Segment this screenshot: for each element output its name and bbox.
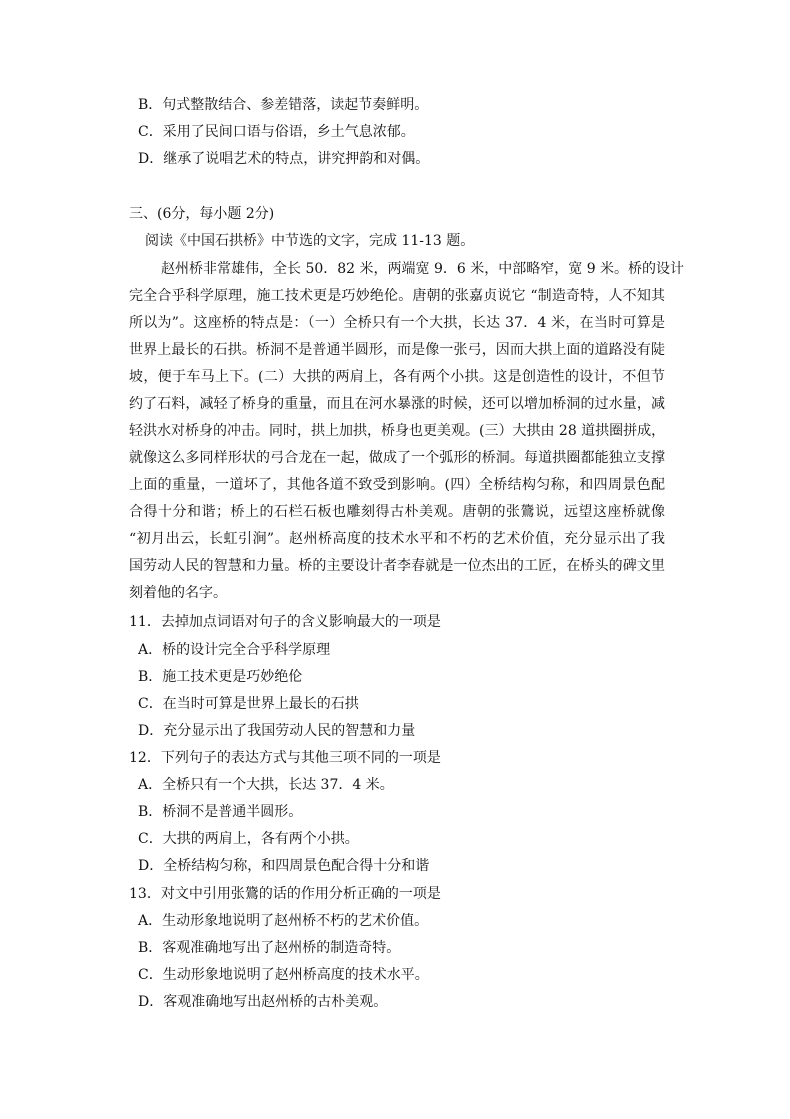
question-12-option-d: D．全桥结构匀称，和四周景色配合得十分和谐	[138, 858, 430, 874]
section-intro: 阅读《中国石拱桥》中节选的文字，完成 11-13 题。	[145, 233, 475, 249]
question-11-option-c: C．在当时可算是世界上最长的石拱	[138, 696, 359, 712]
prev-option-d: D．继承了说唱艺术的特点，讲究押韵和对偶。	[138, 151, 430, 167]
question-11-stem: 11．去掉加点词语对句子的含义影响最大的一项是	[129, 614, 441, 630]
prev-option-c: C．采用了民间口语与俗语，乡土气息浓郁。	[138, 124, 415, 140]
question-12-stem: 12．下列句子的表达方式与其他三项不同的一项是	[129, 750, 441, 766]
question-13-option-b: B．客观准确地写出了赵州桥的制造奇特。	[138, 940, 401, 956]
passage-line: 上面的重量，一道坏了，其他各道不致受到影响。(四）全桥结构匀称，和四周景色配	[129, 477, 665, 493]
passage-line: 就像这么多同样形状的弓合龙在一起，做成了一个弧形的桥洞。每道拱圈都能独立支撑	[129, 450, 665, 466]
question-11-option-d: D．充分显示出了我国劳动人民的智慧和力量	[138, 723, 416, 739]
question-12-option-b: B．桥洞不是普通半圆形。	[138, 804, 303, 820]
question-13-option-a: A．生动形象地说明了赵州桥不朽的艺术价值。	[138, 913, 429, 929]
passage-line: 世界上最长的石拱。桥洞不是普通半圆形，而是像一张弓，因而大拱上面的道路没有陡	[129, 342, 665, 358]
passage-line: 完全合乎科学原理，施工技术更是巧妙绝伦。唐朝的张嘉贞说它 “制造奇特，人不知其	[129, 288, 665, 304]
question-12-option-a: A．全桥只有一个大拱，长达 37．4 米。	[138, 777, 394, 793]
question-13-option-d: D．客观准确地写出赵州桥的古朴美观。	[138, 994, 388, 1010]
passage-line: 约了石料，减轻了桥身的重量，而且在河水暴涨的时候，还可以增加桥洞的过水量，减	[129, 396, 665, 412]
passage-line: 轻洪水对桥身的冲击。同时，拱上加拱，桥身也更美观。(三）大拱由 28 道拱圈拼成，	[129, 423, 666, 439]
passage-line: 国劳动人民的智慧和力量。桥的主要设计者李春就是一位杰出的工匠，在桥头的碑文里	[129, 558, 665, 574]
passage-line: 刻着他的名字。	[129, 585, 227, 601]
question-12-option-c: C．大拱的两肩上，各有两个小拱。	[138, 831, 359, 847]
question-11-option-b: B．施工技术更是巧妙绝伦	[138, 669, 303, 685]
passage-line: “初月出云，长虹引涧”。赵州桥高度的技术水平和不朽的艺术价值，充分显示出了我	[129, 531, 665, 547]
passage-line: 合得十分和谐；桥上的石栏石板也雕刻得古朴美观。唐朝的张鷟说，远望这座桥就像	[129, 504, 665, 520]
passage-line: 赵州桥非常雄伟，全长 50．82 米，两端宽 9．6 米，中部略窄，宽 9 米。桥的设计	[161, 261, 685, 277]
passage-line: 所以为”。这座桥的特点是：（一）全桥只有一个大拱，长达 37．4 米，在当时可算是	[129, 315, 665, 331]
question-13-stem: 13．对文中引用张鷟的话的作用分析正确的一项是	[129, 886, 441, 902]
question-13-option-c: C．生动形象地说明了赵州桥高度的技术水平。	[138, 967, 429, 983]
passage-line: 坡，便于车马上下。(二）大拱的两肩上，各有两个小拱。这是创造性的设计，不但节	[129, 369, 665, 385]
section-heading: 三、(6分，每小题 2分)	[129, 206, 275, 222]
prev-option-b: B．句式整散结合、参差错落，读起节奏鲜明。	[138, 97, 429, 113]
question-11-option-a: A．桥的设计完全合乎科学原理	[138, 642, 331, 658]
